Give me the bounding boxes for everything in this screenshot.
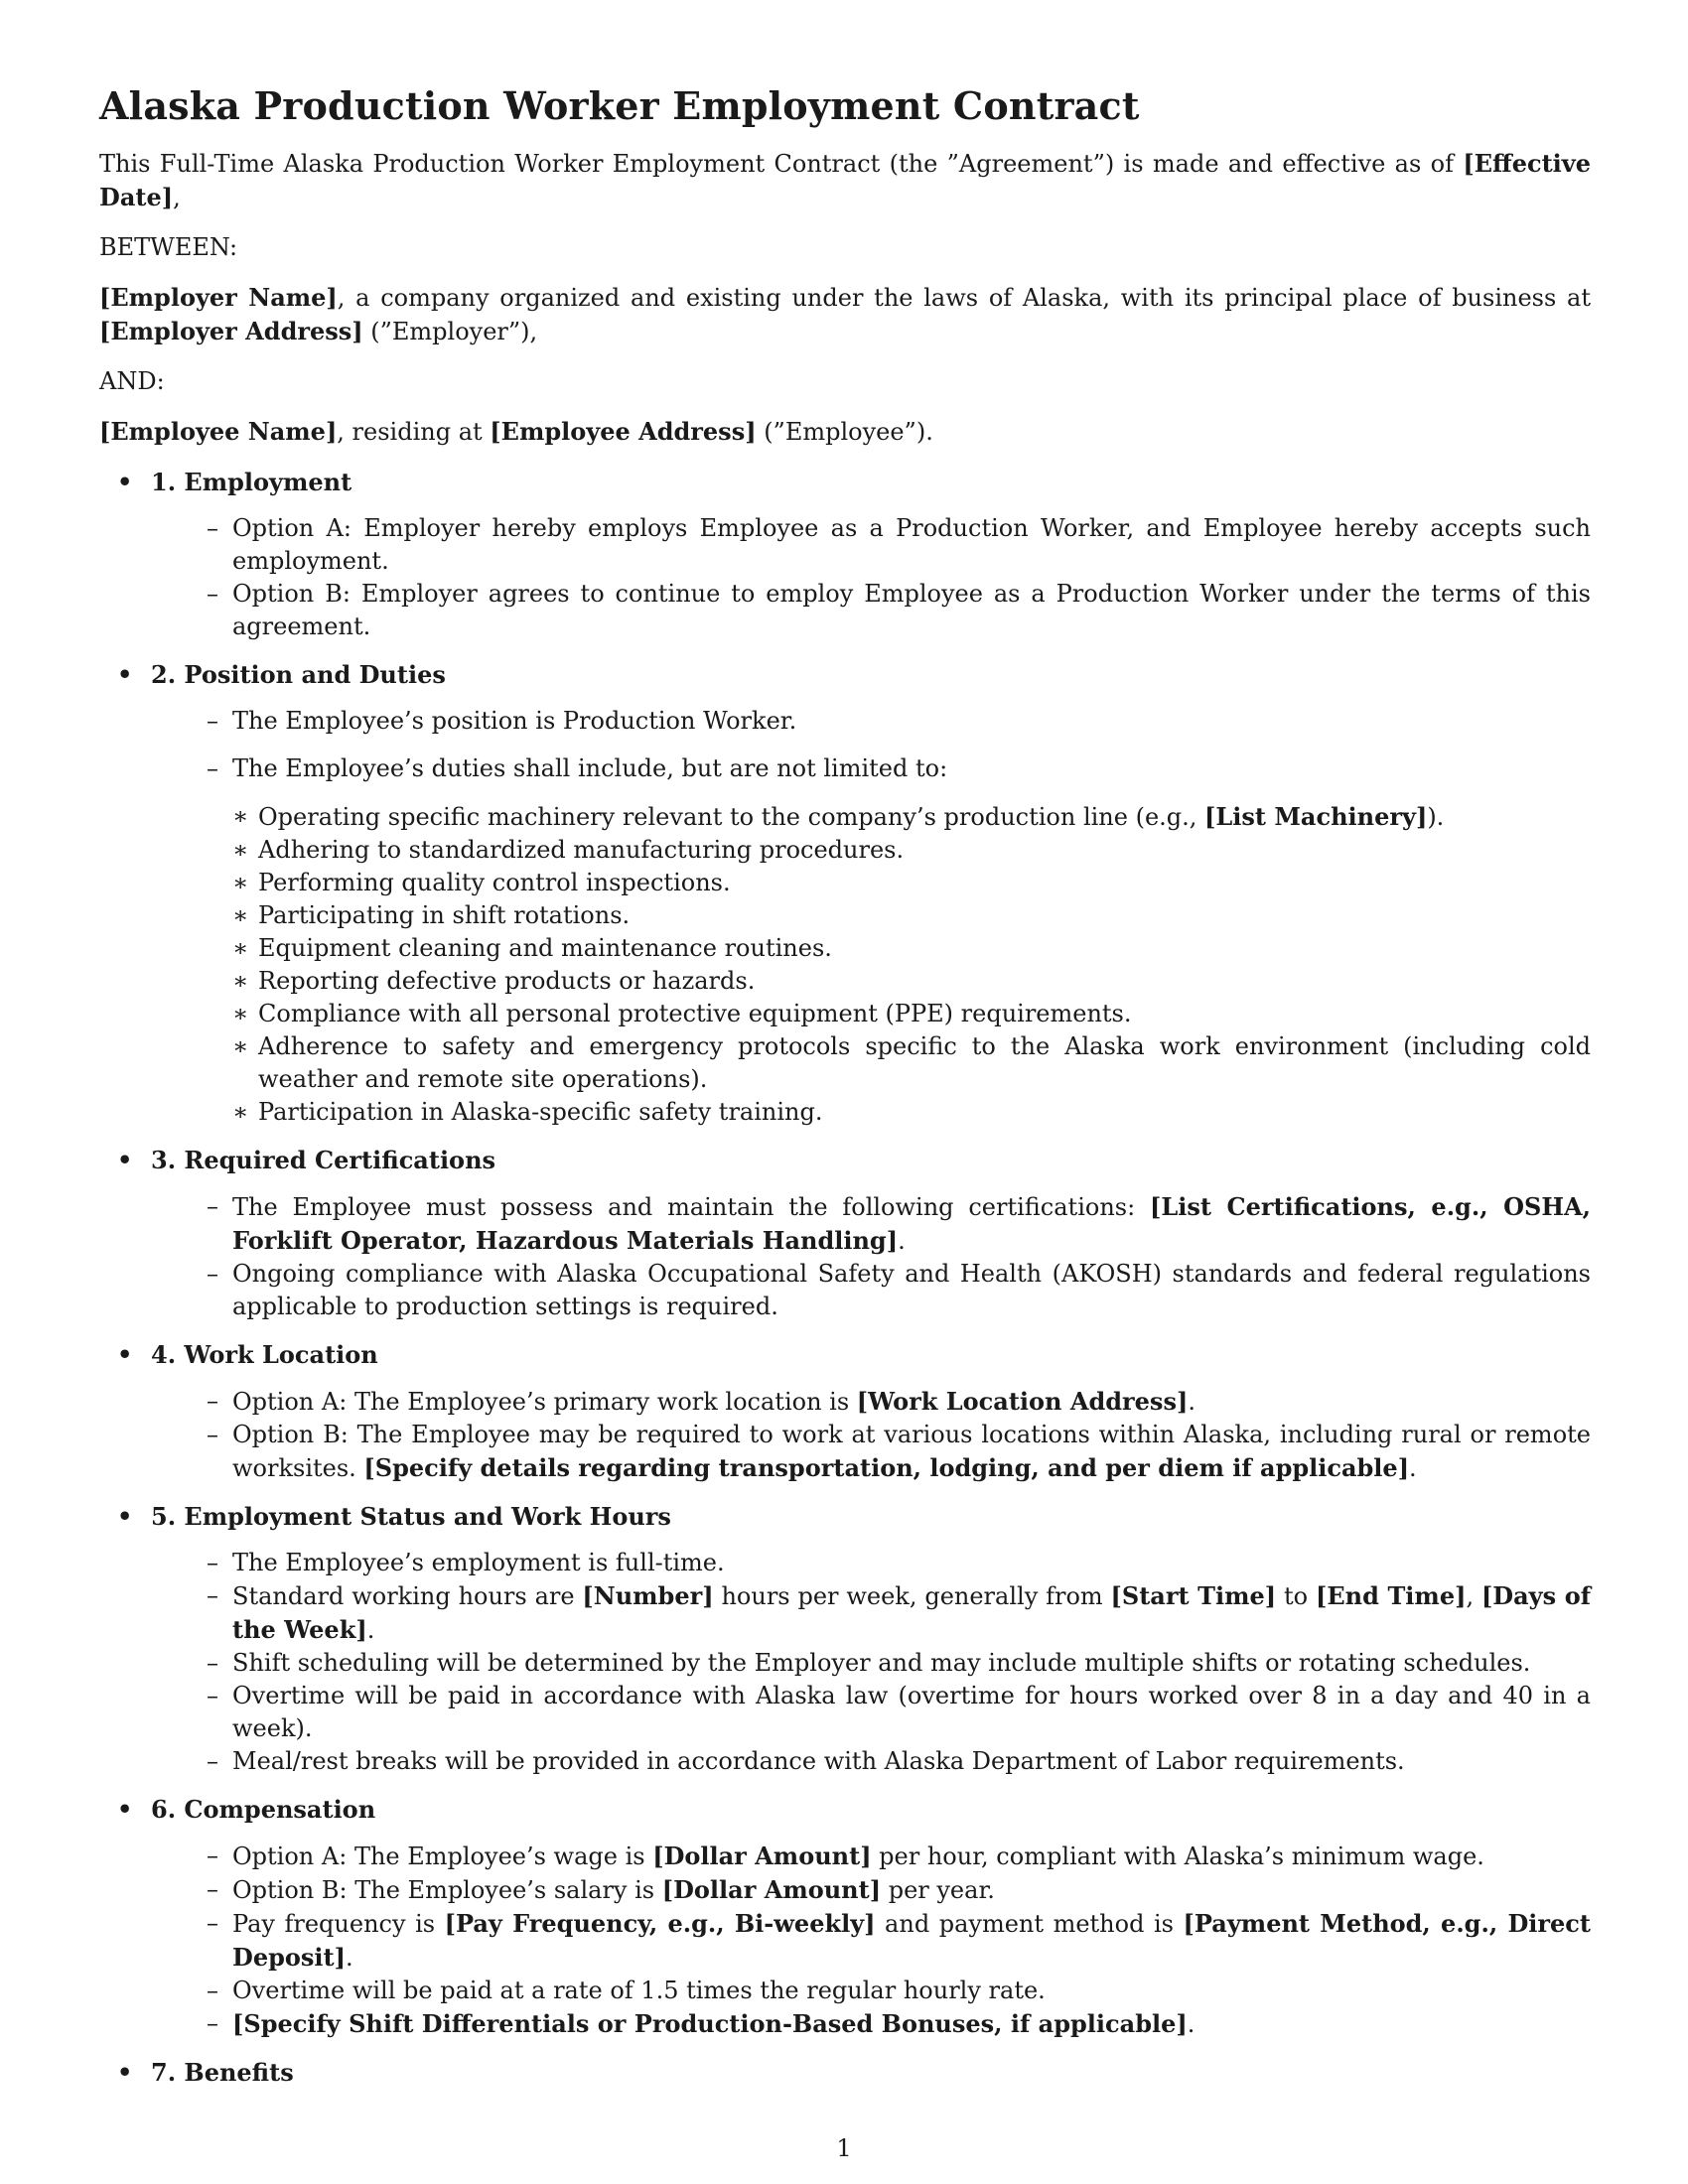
list-item: – Standard working hours are [Number] hours per week, generally from [Start Time] to [End Time], [Days of the Week]. (207, 1581, 1592, 1644)
bonuses-field: [Specify Shift Differentials or Production-Based Bonuses, if applicable] (232, 2009, 1188, 2038)
effective-date-field: [Effective Date] (99, 149, 1591, 211)
list-item: – The Employee’s employment is full-time. (207, 1549, 725, 1576)
section-heading: 5. Employment Status and Work Hours (151, 1502, 671, 1531)
duty-item: ∗ Compliance with all personal protective equipment (PPE) requirements. (232, 1000, 1132, 1027)
between-label: BETWEEN: (99, 233, 238, 261)
bullet-marker: • (117, 1340, 133, 1369)
duties-list (232, 800, 1591, 1129)
bullet-marker: • (117, 2058, 133, 2087)
hours-number-field: [Number] (582, 1581, 714, 1610)
employee-address-field: [Employee Address] (490, 417, 757, 446)
list-item: – Option B: Employer agrees to continue to employ Employee as a Production Worker under the terms of this agreement. (207, 580, 1591, 640)
section-heading: 1. Employment (151, 468, 352, 496)
duty-item: ∗ Reporting defective products or hazards. (232, 967, 756, 995)
contract-sections (99, 466, 1591, 2089)
employer-name-field: [Employer Name] (99, 283, 338, 312)
duty-item: ∗ Performing quality control inspections. (232, 869, 731, 896)
duty-item: ∗ Equipment cleaning and maintenance routines. (232, 934, 832, 962)
list-item: – Pay frequency is [Pay Frequency, e.g., Bi-weekly] and payment method is [Payment Method, e.g., Direct Deposit]. (207, 1909, 1591, 1972)
section-compensation (99, 1793, 1591, 2041)
list-item: – Option A: The Employee’s wage is [Dollar Amount] per hour, compliant with Alaska’s minimum wage. (207, 1842, 1484, 1870)
list-item: – The Employee’s duties shall include, but are not limited to: ∗ Operating specific machinery relevant to the company’s production line (e.g., [List Machinery]). ∗ Adhering to standardized manufacturing procedures. ∗ Performing quality control inspections. ∗ Participating in shift rotations. ∗ Equipment cleaning and maintenance routines. ∗ Reporting defective products or hazards. ∗ Compliance with all personal protective equipment (PPE) requirements. ∗ Adherence to safety and emergency protocols specific to the Alaska work environment (including cold weather and remote site operations). ∗ Participation in Alaska-specific safety training. (207, 752, 1591, 1129)
transportation-details-field: [Specify details regarding transportation, lodging, and per diem if applicable] (363, 1453, 1410, 1482)
list-item: – Overtime will be paid in accordance with Alaska law (overtime for hours worked over 8 in a day and 40 in a week). (207, 1682, 1591, 1742)
start-time-field: [Start Time] (1110, 1581, 1277, 1610)
list-item: – Option A: The Employee’s primary work location is [Work Location Address]. (207, 1387, 1196, 1416)
duty-item: ∗ Adherence to safety and emergency protocols specific to the Alaska work environment (including cold weather and remote site operations). (232, 1032, 1591, 1093)
machinery-field: [List Machinery] (1204, 802, 1428, 831)
employer-paragraph: [Employer Name], a company organized and existing under the laws of Alaska, with its principal place of business at [Employer Address] (”Employer”), (99, 283, 1591, 345)
section-employment (99, 466, 1591, 643)
payment-method-field: [Payment Method, e.g., Direct Deposit] (232, 1909, 1591, 1972)
and-label: AND: (99, 367, 165, 395)
duty-item: ∗ Adhering to standardized manufacturing procedures. (232, 836, 905, 864)
section-position-duties (99, 658, 1591, 1129)
work-location-field: [Work Location Address] (856, 1387, 1189, 1416)
list-item: – [Specify Shift Differentials or Production-Based Bonuses, if applicable]. (207, 2009, 1196, 2038)
employee-name-field: [Employee Name] (99, 417, 338, 446)
section-heading: 4. Work Location (151, 1340, 378, 1369)
employer-address-field: [Employer Address] (99, 317, 363, 345)
employee-paragraph: [Employee Name], residing at [Employee Address] (”Employee”). (99, 417, 933, 446)
annual-salary-field: [Dollar Amount] (661, 1875, 882, 1904)
list-item: – Ongoing compliance with Alaska Occupational Safety and Health (AKOSH) standards and federal regulations applicable to production settings is required. (207, 1260, 1591, 1320)
list-item: – The Employee must possess and maintain the following certifications: [List Certifications, e.g., OSHA, Forklift Operator, Hazardous Materials Handling]. (207, 1192, 1591, 1255)
hourly-wage-field: [Dollar Amount] (652, 1842, 872, 1870)
duty-item: ∗ Participating in shift rotations. (232, 901, 631, 929)
bullet-marker: • (117, 1502, 133, 1531)
bullet-marker: • (117, 468, 133, 496)
pay-frequency-field: [Pay Frequency, e.g., Bi-weekly] (444, 1909, 876, 1938)
duty-item: ∗ Participation in Alaska-specific safety training. (232, 1098, 823, 1126)
bullet-marker: • (117, 1795, 133, 1824)
list-item: – Option B: The Employee’s salary is [Dollar Amount] per year. (207, 1875, 995, 1904)
certifications-field: [List Certifications, e.g., OSHA, Forklift Operator, Hazardous Materials Handling] (232, 1192, 1591, 1255)
intro-paragraph: This Full-Time Alaska Production Worker Employment Contract (the ”Agreement”) is made and effective as of [Effective Date], (99, 149, 1591, 211)
section-heading: 7. Benefits (151, 2058, 294, 2087)
list-item: – The Employee’s position is Production Worker. (207, 707, 797, 735)
section-benefits (99, 2056, 1591, 2089)
duty-item: ∗ Operating specific machinery relevant to the company’s production line (e.g., [List Machinery]). (232, 802, 1445, 831)
end-time-field: [End Time] (1315, 1581, 1467, 1610)
list-item: – Option A: Employer hereby employs Employee as a Production Worker, and Employee hereby accepts such employment. (207, 514, 1591, 575)
section-heading: 3. Required Certifications (151, 1146, 496, 1174)
section-employment-status (99, 1500, 1591, 1778)
list-item: – Option B: The Employee may be required to work at various locations within Alaska, including rural or remote worksites. [Specify details regarding transportation, lodging, and per diem if applicable]. (207, 1421, 1591, 1482)
section-work-location (99, 1338, 1591, 1485)
list-item: – Overtime will be paid at a rate of 1.5 times the regular hourly rate. (207, 1977, 1046, 2004)
section-heading: 6. Compensation (151, 1795, 376, 1824)
bullet-marker: • (117, 1146, 133, 1174)
list-item: – Shift scheduling will be determined by the Employer and may include multiple shifts or rotating schedules. (207, 1649, 1531, 1677)
document-title: Alaska Production Worker Employment Contract (99, 83, 1140, 128)
section-required-certifications (99, 1144, 1591, 1323)
document-page (99, 83, 1591, 2104)
bullet-marker: • (117, 660, 133, 689)
list-item: – Meal/rest breaks will be provided in accordance with Alaska Department of Labor requirements. (207, 1747, 1405, 1775)
page-number: 1 (836, 2134, 852, 2162)
days-of-week-field: [Days of the Week] (232, 1581, 1592, 1644)
section-heading: 2. Position and Duties (151, 660, 446, 689)
